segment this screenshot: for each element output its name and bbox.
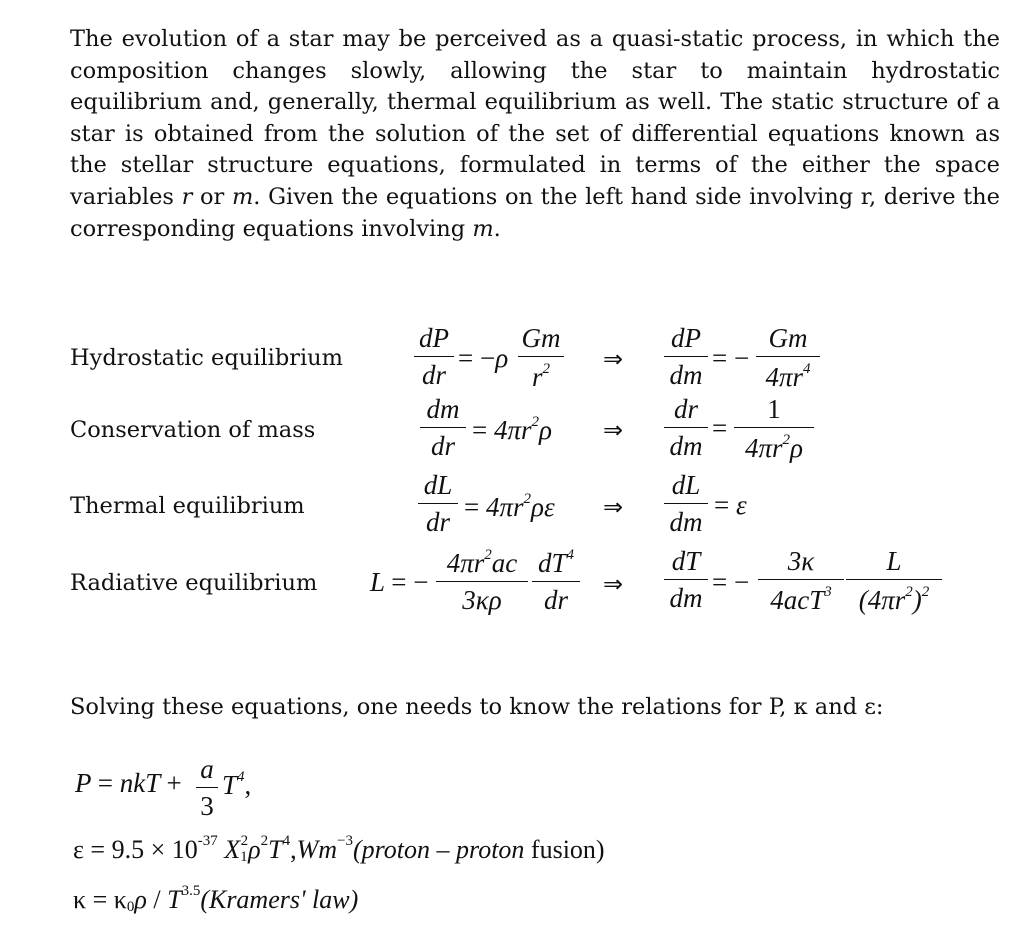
implies-arrow-3: ⇒ [603,493,624,521]
epsilon-relation: $\varepsilon = 9.5 \times 10^{-37}$ $X_1^2\rho^2T^4,Wm^{-3}(proton$ – proton fusion) [73,833,605,865]
eq4-left-frac2: $dT^4$ dr [532,548,580,614]
implies-arrow-2: ⇒ [603,416,624,444]
eq2-right-frac: 1 $4\pi r^2\rho$ [734,396,814,462]
eq4-right-eq: = − [712,567,750,597]
eq1-right-eq: = − [712,343,750,373]
eq2-left-rhs: = $4\pi r^2\rho$ [472,414,552,445]
pressure-relation: P = nkT + [75,768,182,798]
eq3-left-dldr: dL dr [418,472,458,536]
intro-paragraph: The evolution of a star may be perceived as a quasi-static process, in which the composition changes slowly, allowing the star to maintain hydrostatic equilibrium and, generally, thermal equilibrium as well. The static structure of a star is obtained from the solution of the set of differential equations known as the stellar structure equations, formulated in terms of the either the space variables r or m. Given the equations on the left hand side involving r, derive the corresponding equations involving m. [70,26,1000,242]
eq3-left-rhs: = $4\pi r^2\rho\varepsilon$ [464,491,555,522]
eq4-left-frac1: $4\pi r^2ac$ 3κρ [436,548,528,614]
eq1-left-gm: Gm $r^2$ [518,325,564,391]
eq4-left-l: L = − [370,567,429,597]
pressure-frac: a 3 [196,756,218,820]
label-radiative: Radiative equilibrium [70,570,318,596]
eq2-right-eq: = [712,413,728,443]
kramers-relation: $\kappa = \kappa_0\rho$ / $T^{3.5}(Kramers'$ law) [73,883,359,915]
eq1-left-dpdr: dP dr [414,325,454,389]
eq2-left-dmdr: dm dr [420,396,466,460]
label-hydrostatic: Hydrostatic equilibrium [70,345,344,371]
eq3-right-dldm: dL dm [664,472,708,536]
eq1-right-dpdm: dP dm [664,325,708,389]
implies-arrow-1: ⇒ [603,345,624,373]
eq3-right-rhs: = ε [714,490,747,520]
label-mass: Conservation of mass [70,417,316,443]
eq4-right-frac1: 3κ 4acT$^3$ [758,548,844,614]
solving-text: Solving these equations, one needs to know the relations for P, κ and ε: [70,694,884,720]
pressure-t4: $T^4$, [222,769,252,800]
implies-arrow-4: ⇒ [603,570,624,598]
eq1-right-gm: Gm $4\pi r^4$ [756,325,820,391]
eq4-right-frac2: L $(4\pi r^2)^2$ [846,548,942,614]
eq4-right-dtdm: dT dm [664,548,708,612]
eq1-left-eq: = −ρ [458,343,509,373]
label-thermal: Thermal equilibrium [70,493,305,519]
eq2-right-drdm: dr dm [664,396,708,460]
